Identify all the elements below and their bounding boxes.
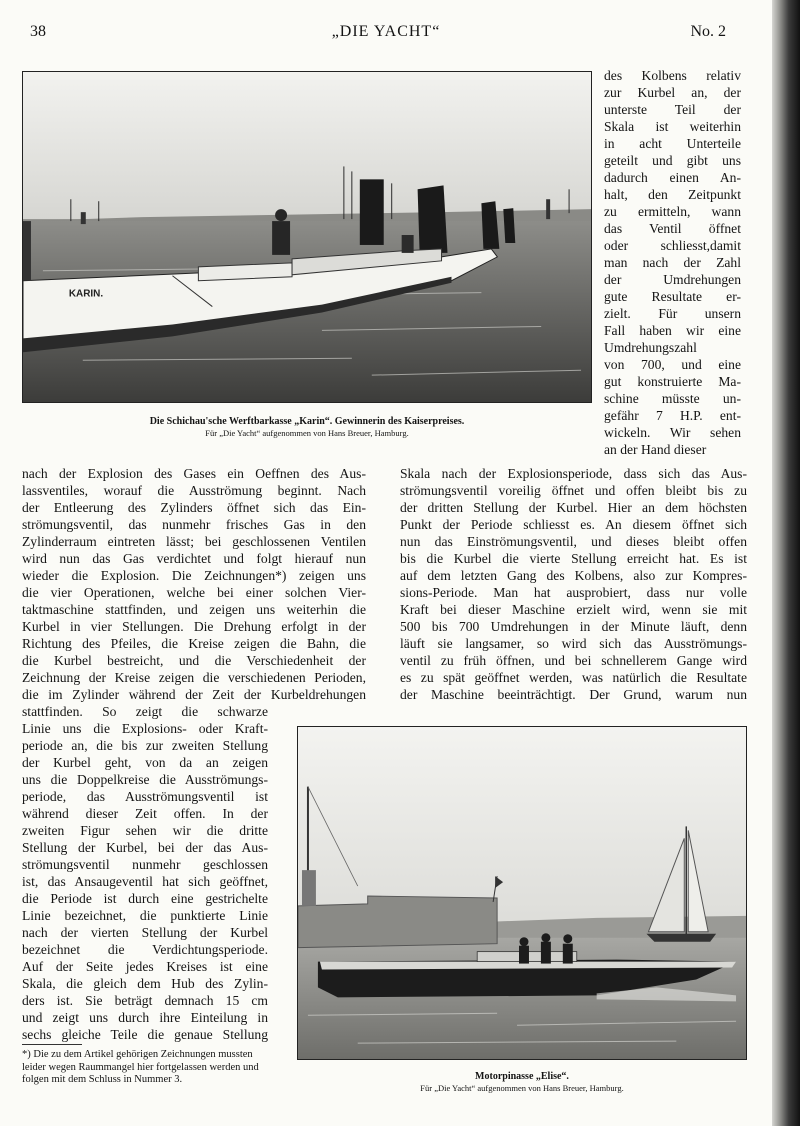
text-line: die Periode ist durch eine gestrichelte	[22, 891, 268, 906]
text-line: geteilt und gibt uns	[604, 153, 741, 168]
text-line: die Kurbel bestreicht, und die Verschiedenheit der	[22, 653, 366, 668]
text-line: Zylinderraum eintreten lässt; bei geschlossenen Ventilen	[22, 534, 366, 549]
text-line: lassventiles, worauf die Ausströmung beginnt. Nach	[22, 483, 366, 498]
text-line: stattfinden. So zeigt die schwarze	[22, 704, 268, 719]
caption-elise-credit: Für „Die Yacht“ aufgenommen von Hans Breuer, Hamburg.	[420, 1083, 624, 1093]
text-line: wieder die Explosion. Die Zeichnungen*) zeigen uns	[22, 568, 366, 583]
text-line: in acht Unterteile	[604, 136, 741, 151]
text-line: Auf der Seite jedes Kreises ist eine	[22, 959, 268, 974]
text-line: Linie bezeichnet, die punktierte Linie	[22, 908, 268, 923]
issue-number: No. 2	[690, 23, 726, 40]
text-line: zielt. Für unsern	[604, 306, 741, 321]
text-line: es zu spät geöffnet werden, was natürlich die Resultate	[400, 670, 747, 685]
text-line: schine müsste un-	[604, 391, 741, 406]
text-line: nach der vierten Stellung der Kurbel	[22, 925, 268, 940]
text-line: der dritten Stellung der Kurbel. Hier an dem höchsten	[400, 500, 747, 515]
text-line: periode, das Ausströmungsventil ist	[22, 789, 268, 804]
text-line: uns die Doppelkreise die Ausströmungs-	[22, 772, 268, 787]
text-line: zur Kurbel an, der	[604, 85, 741, 100]
text-line: strömungsventil voreilig öffnet und offen bleibt bis zu	[400, 483, 747, 498]
text-line: von 700, und eine	[604, 357, 741, 372]
text-line: nun das Einströmungsventil, und dieses bleibt offen	[400, 534, 747, 549]
text-line: Skala nach der Explosionsperiode, dass sich das Aus-	[400, 466, 747, 481]
text-line: ist, das Ansaugeventil hat sich geöffnet,	[22, 874, 268, 889]
caption-karin-title: Die Schichau'sche Werftbarkasse „Karin“. Gewinnerin des Kaiserpreises.	[149, 416, 465, 427]
text-line: zu ermitteln, wann	[604, 204, 741, 219]
caption-karin	[22, 415, 592, 439]
footnote: *) Die zu dem Artikel gehörigen Zeichnungen mussten leider wegen Raummangel hier fortgelassen werden und folgen mit dem Schluss in Nummer 3.	[22, 1049, 259, 1085]
text-line: der Entleerung des Zylinders öffnet sich das Ein-	[22, 500, 366, 515]
caption-elise-title: Motorpinasse „Elise“.	[475, 1071, 569, 1082]
text-line: die vier Operationen, welche bei einer solchen Vier-	[22, 585, 366, 600]
text-line: des Kolbens relativ	[604, 68, 741, 83]
karin-hull-lettering: KARIN.	[68, 288, 104, 300]
text-line: Kraft bei dieser Maschine erzielt wird, wenn sie mit	[400, 602, 747, 617]
caption-karin-credit: Für „Die Yacht“ aufgenommen von Hans Breuer, Hamburg.	[205, 428, 409, 438]
photo-elise-launch	[297, 726, 747, 1060]
karin-photo-illustration	[23, 72, 591, 402]
left-narrow-text-column	[22, 703, 268, 1043]
page-number: 38	[30, 23, 46, 40]
text-line: ders ist. Sie beträgt demnach 15 cm	[22, 993, 268, 1008]
text-line: sions-Periode. Man hat ausprobiert, dass nur volle	[400, 585, 747, 600]
text-line: taktmaschine stattfinden, und zeigen uns weiterhin die	[22, 602, 366, 617]
text-line: strömungsventil nunmehr geschlossen	[22, 857, 268, 872]
text-line: unterste Teil der	[604, 102, 741, 117]
text-line: Skala ist weiterhin	[604, 119, 741, 134]
text-line: Richtung des Pfeiles, die Kreise zeigen die Bahn, die	[22, 636, 366, 651]
text-line: gefähr 7 H.P. ent-	[604, 408, 741, 423]
text-line: bis die Kurbel die vierte Stellung erreicht hat. Es ist	[400, 551, 747, 566]
text-line: periode an, die bis zur zweiten Stellung	[22, 738, 268, 753]
text-line: oder schliesst,damit	[604, 238, 741, 253]
text-line: wird nun das Gas verdichtet und folgt hierauf nun	[22, 551, 366, 566]
text-line: ventil zu früh öffnen, und bei schnellerem Gange wird	[400, 653, 747, 668]
text-line: Punkt der Periode schliesst es. An diesem öffnet sich	[400, 517, 747, 532]
right-top-text-column	[604, 67, 741, 458]
elise-photo-illustration	[298, 727, 746, 1059]
text-line: strömungsventil, das nunmehr frisches Gas in den	[22, 517, 366, 532]
text-line: Fall haben wir eine	[604, 323, 741, 338]
text-line: Kurbel in vier Stellungen. Die Drehung erfolgt in der	[22, 619, 366, 634]
photo-karin-launch	[22, 71, 592, 403]
text-line: und zeigt uns durch ihre Einteilung in	[22, 1010, 268, 1025]
text-line: Stellung der Kurbel, bei der das Aus-	[22, 840, 268, 855]
text-line: der Kurbel geht, von da an zeigen	[22, 755, 268, 770]
text-line: 500 bis 700 Umdrehungen in der Minute läuft, denn	[400, 619, 747, 634]
text-line: wickeln. Wir sehen	[604, 425, 741, 440]
text-line: während dieser Zeit offen. In der	[22, 806, 268, 821]
text-line: sechs gleiche Teile die genaue Stellung	[22, 1027, 268, 1042]
left-main-text-column	[22, 465, 366, 703]
text-line: läuft sie langsamer, so wird sich das Ausströmungs-	[400, 636, 747, 651]
text-line: gute Resultate er-	[604, 289, 741, 304]
text-line: zweiten Figur sehen wir die dritte	[22, 823, 268, 838]
text-line: bezeichnet die Verdichtungsperiode.	[22, 942, 268, 957]
text-line: dadurch einen An-	[604, 170, 741, 185]
caption-elise	[297, 1070, 747, 1094]
footnote-rule	[22, 1044, 82, 1045]
text-line: der Umdrehungen	[604, 272, 741, 287]
text-line: an der Hand dieser	[604, 442, 707, 457]
text-line: halt, den Zeitpunkt	[604, 187, 741, 202]
text-line: nach der Explosion des Gases ein Oeffnen des Aus-	[22, 466, 366, 481]
text-line: auf dem letzten Gang des Kolbens, also zur Kompres-	[400, 568, 747, 583]
text-line: das Ventil öffnet	[604, 221, 741, 236]
right-main-text-column	[400, 465, 747, 703]
text-line: man nach der Zahl	[604, 255, 741, 270]
page-right-edge	[772, 0, 800, 1126]
text-line: gut konstruierte Ma-	[604, 374, 741, 389]
text-line: Skala, die gleich dem Hub des Zylin-	[22, 976, 268, 991]
text-line: die im Zylinder während der Zeit der Kurbeldrehungen	[22, 687, 366, 702]
journal-title: „DIE YACHT“	[331, 23, 441, 40]
text-line: Zeichnung der Kreise zeigen die verschiedenen Perioden,	[22, 670, 366, 685]
text-line: Umdrehungszahl	[604, 340, 697, 355]
text-line: der Maschine beeinträchtigt. Der Grund, warum nun	[400, 687, 747, 702]
text-line: Linie uns die Explosions- oder Kraft-	[22, 721, 268, 736]
